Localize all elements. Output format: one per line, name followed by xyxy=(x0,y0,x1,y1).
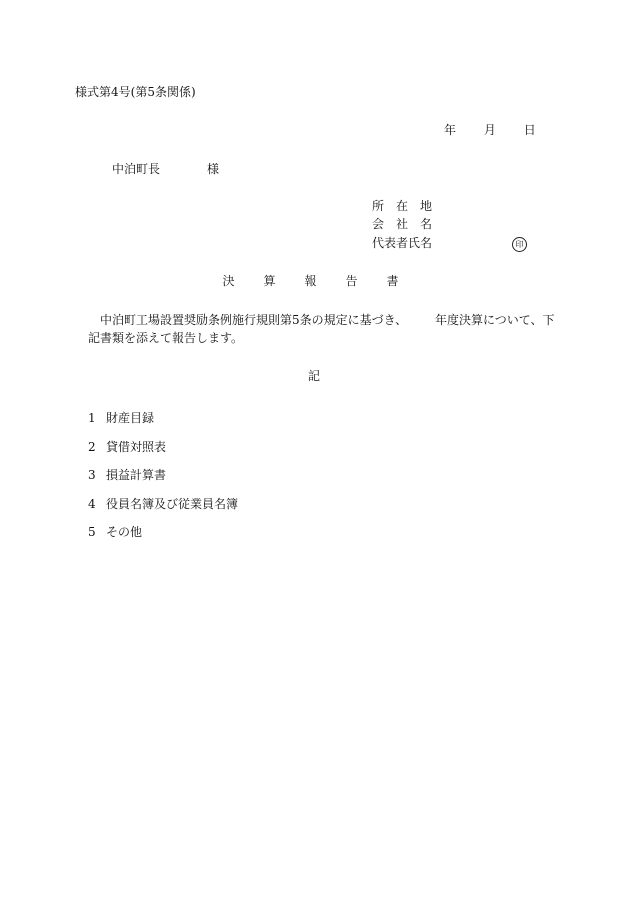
title-char: 報 xyxy=(304,274,317,288)
list-item-number: 5 xyxy=(88,525,96,539)
list-item-number: 3 xyxy=(88,468,96,482)
list-item xyxy=(88,439,166,455)
company-label: 会 社 名 xyxy=(372,217,433,231)
document-title xyxy=(208,273,413,289)
title-char: 決 xyxy=(222,274,235,288)
address-label: 所 在 地 xyxy=(372,199,433,213)
title-char: 告 xyxy=(345,274,358,288)
date-year: 年 xyxy=(444,123,457,137)
list-item-label: 貸借対照表 xyxy=(106,440,167,454)
form-label: 様式第4号(第5条関係) xyxy=(75,85,196,99)
list-item xyxy=(88,410,154,426)
list-item xyxy=(88,524,142,540)
list-item-label: 財産目録 xyxy=(106,411,155,425)
ki-heading: 記 xyxy=(308,369,321,383)
seal-mark xyxy=(512,235,527,252)
addressee-honorific: 様 xyxy=(207,162,220,176)
list-item-number: 2 xyxy=(88,440,96,454)
list-item xyxy=(88,496,238,512)
addressee-name: 中泊町長 xyxy=(112,162,161,176)
body-line-1b: 年度決算について、下 xyxy=(435,313,555,327)
list-item-label: 損益計算書 xyxy=(106,468,167,482)
title-char: 書 xyxy=(386,274,399,288)
body-line-2: 記書類を添えて報告します。 xyxy=(88,331,244,345)
list-item-number: 4 xyxy=(88,497,96,511)
date-day: 日 xyxy=(523,123,536,137)
date-month: 月 xyxy=(483,123,496,137)
list-item-number: 1 xyxy=(88,411,96,425)
list-item-label: 役員名簿及び従業員名簿 xyxy=(106,497,239,511)
title-char: 算 xyxy=(263,274,276,288)
list-item xyxy=(88,467,166,483)
seal-icon: 印 xyxy=(512,237,527,252)
representative-label: 代表者氏名 xyxy=(372,236,433,250)
body-line-1a: 中泊町工場設置奨励条例施行規則第5条の規定に基づき、 xyxy=(100,313,408,327)
list-item-label: その他 xyxy=(106,525,143,539)
date-line xyxy=(444,122,536,138)
